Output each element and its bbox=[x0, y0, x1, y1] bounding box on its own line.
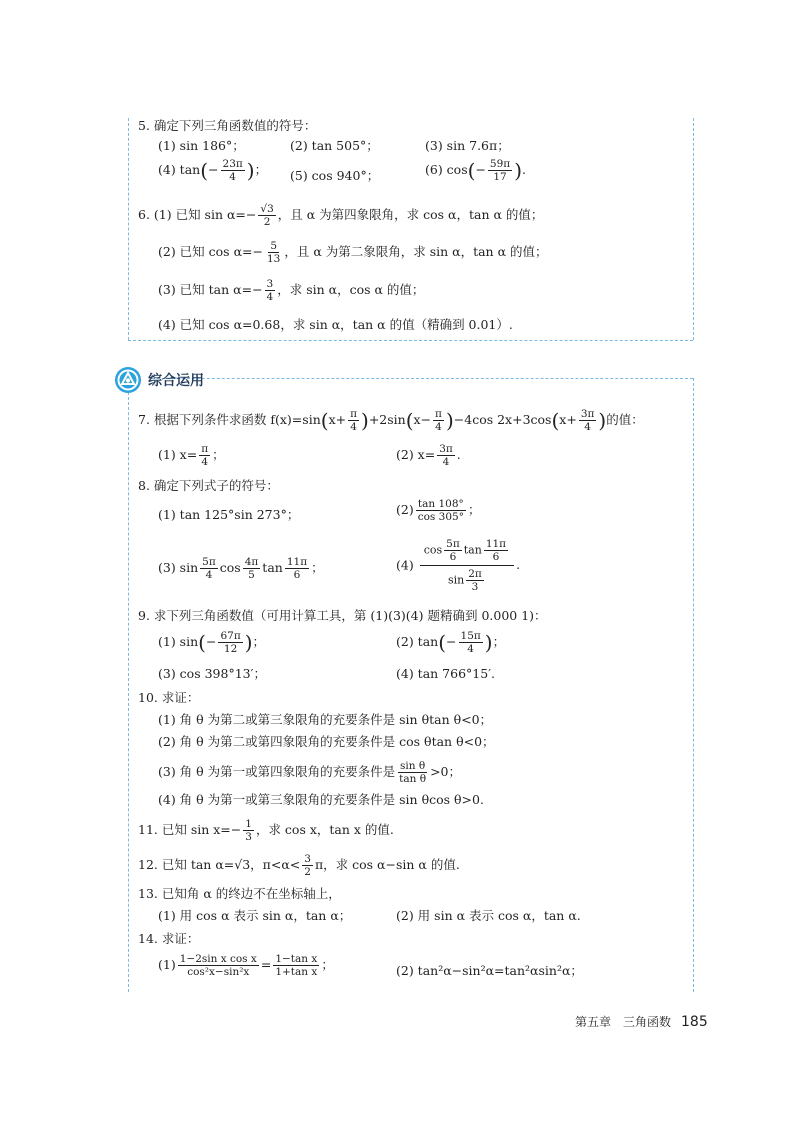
frame-right-section bbox=[693, 378, 694, 992]
numerator: 11π bbox=[286, 556, 308, 568]
item-prefix: (1) sin bbox=[158, 634, 199, 649]
item-suffix: ，且 α 为第四象限角，求 cos α，tan α 的值； bbox=[277, 207, 544, 222]
p7-part-d: x− bbox=[413, 412, 432, 427]
problem-5-heading: 5. 确定下列三角函数值的符号： bbox=[138, 118, 317, 133]
fraction bbox=[243, 818, 254, 843]
compound-fraction bbox=[420, 538, 514, 593]
denominator: 4 bbox=[350, 421, 357, 433]
problem-7-heading bbox=[138, 408, 644, 433]
item-prefix: 12. 已知 tan α=√3，π<α< bbox=[138, 857, 301, 872]
item-prefix: 11. 已知 sin x=− bbox=[138, 822, 242, 837]
problem-11 bbox=[138, 818, 394, 843]
problem-5-item-6: (6) cos(− $\frac{59\pi}{17}$ ). bbox=[425, 158, 526, 183]
problem-9-item-2: (2) tan(− $\frac{15\pi}{4}$ )； bbox=[396, 630, 506, 655]
problem-14-heading: 14. 求证： bbox=[138, 931, 200, 946]
problem-5-item-1: (1) sin 186°； bbox=[158, 138, 245, 153]
item-prefix: (1) bbox=[158, 957, 176, 972]
fraction bbox=[199, 443, 210, 468]
numerator: 3π bbox=[580, 408, 595, 420]
numerator: 11π bbox=[485, 538, 507, 550]
compound-denominator bbox=[446, 566, 488, 593]
sin-label: sin bbox=[447, 573, 465, 587]
item-suffix: ； bbox=[467, 502, 481, 517]
item-suffix: ，求 cos x，tan x 的值. bbox=[255, 822, 394, 837]
numerator: tan 108° bbox=[417, 498, 464, 510]
p7-part-g: 的值： bbox=[606, 412, 644, 427]
cos-label: cos bbox=[219, 560, 241, 575]
numerator: 1−2sin x cos x bbox=[179, 953, 257, 965]
paren-open: ( bbox=[200, 158, 209, 183]
fraction bbox=[416, 498, 466, 523]
item-suffix: . bbox=[516, 557, 521, 572]
item-suffix: ； bbox=[492, 634, 506, 649]
problem-13-heading: 13. 已知角 α 的终边不在坐标轴上， bbox=[138, 886, 341, 901]
fraction bbox=[444, 538, 462, 563]
item-suffix: ，且 α 为第二象限角，求 sin α，tan α 的值； bbox=[284, 244, 548, 259]
fraction bbox=[397, 760, 428, 785]
numerator: π bbox=[435, 408, 442, 420]
frame-right-top bbox=[693, 118, 694, 340]
problem-10-item-3 bbox=[158, 760, 461, 785]
item-suffix: ，求 sin α，cos α 的值； bbox=[277, 282, 425, 297]
fraction bbox=[221, 158, 245, 183]
paren-close: ) bbox=[246, 158, 255, 183]
numerator: 5π bbox=[202, 556, 216, 568]
problem-9-item-4: (4) tan 766°15′. bbox=[396, 666, 496, 681]
numerator: 4π bbox=[244, 556, 259, 568]
fraction bbox=[243, 556, 261, 581]
item-prefix: (2) x= bbox=[396, 447, 436, 462]
denominator: 4 bbox=[584, 421, 591, 433]
problem-13-item-1: (1) 用 cos α 表示 sin α，tan α； bbox=[158, 908, 352, 923]
item-suffix: ； bbox=[212, 447, 225, 462]
item-4-prefix: (4) tan bbox=[158, 162, 201, 177]
paren-close: ) bbox=[445, 408, 454, 433]
numerator: π bbox=[350, 408, 357, 420]
problem-5-item-4: (4) tan(− $\frac{23\pi}{4}$ )； bbox=[158, 158, 268, 183]
chapter-title: 第五章 三角函数 bbox=[575, 1015, 672, 1029]
numerator: 59π bbox=[489, 158, 511, 170]
problem-9-heading: 9. 求下列三角函数值（可用计算工具，第 (1)(3)(4) 题精确到 0.000 1)： bbox=[138, 608, 547, 623]
numerator: 67π bbox=[220, 630, 241, 642]
numerator: 3 bbox=[304, 853, 311, 865]
item-prefix: (2) tan bbox=[396, 634, 439, 649]
item-prefix: 6. (1) 已知 sin α=− bbox=[138, 207, 257, 222]
numerator: √3 bbox=[260, 203, 274, 215]
problem-13-item-2: (2) 用 sin α 表示 cos α，tan α. bbox=[396, 908, 581, 923]
p7-part-f: x+ bbox=[559, 412, 577, 427]
denominator: 5 bbox=[248, 569, 255, 581]
paren-open: ( bbox=[198, 630, 206, 655]
equals-sign: = bbox=[260, 957, 272, 972]
numerator: 1−tan x bbox=[275, 953, 318, 965]
problem-12 bbox=[138, 853, 460, 878]
problem-5-item-2: (2) tan 505°； bbox=[290, 138, 379, 153]
denominator: 17 bbox=[493, 171, 507, 183]
problem-8-item-1: (1) tan 125°sin 273°； bbox=[158, 507, 300, 522]
problem-7-item-1 bbox=[158, 443, 225, 468]
cos-label: cos bbox=[423, 543, 443, 557]
numerator: 5 bbox=[270, 240, 277, 252]
problem-8-item-4 bbox=[396, 538, 520, 593]
paren-open: ( bbox=[467, 158, 476, 183]
fraction bbox=[488, 158, 512, 183]
item-suffix: ； bbox=[311, 560, 324, 575]
fraction bbox=[437, 443, 455, 468]
item-6-suffix: . bbox=[522, 162, 526, 177]
denominator: cos 305° bbox=[417, 511, 464, 523]
denominator: 12 bbox=[223, 643, 238, 655]
denominator: 13 bbox=[266, 253, 281, 265]
problem-8-item-3 bbox=[158, 556, 324, 581]
section-title: 综合运用 bbox=[148, 373, 204, 389]
numerator: 23π bbox=[222, 158, 243, 170]
denominator: 2 bbox=[304, 866, 311, 878]
problem-9-item-1: (1) sin(− $\frac{67\pi}{12}$ )； bbox=[158, 630, 266, 655]
paren-close: ) bbox=[361, 408, 369, 433]
numerator: π bbox=[201, 443, 209, 455]
problem-7-item-2 bbox=[396, 443, 461, 468]
problem-10-item-2: (2) 角 θ 为第二或第四象限角的充要条件是 cos θtan θ<0； bbox=[158, 734, 495, 749]
numerator: 2π bbox=[468, 568, 482, 580]
paren-close: ) bbox=[244, 630, 253, 655]
problem-14-item-2: (2) tan²α−sin²α=tan²αsin²α； bbox=[396, 963, 583, 978]
paren-open: ( bbox=[438, 630, 447, 655]
denominator: 4 bbox=[229, 171, 236, 183]
denominator: 6 bbox=[492, 551, 500, 563]
frame-left-top bbox=[128, 118, 129, 340]
frame-bottom-top bbox=[128, 340, 693, 341]
problem-5-item-3: (3) sin 7.6π； bbox=[425, 138, 510, 153]
fraction bbox=[285, 556, 309, 581]
p7-part-b: x+ bbox=[328, 412, 347, 427]
denominator: 4 bbox=[467, 643, 474, 655]
numerator: sin θ bbox=[400, 760, 426, 772]
fraction bbox=[258, 203, 275, 228]
fraction bbox=[200, 556, 218, 581]
fraction bbox=[273, 953, 319, 978]
item-prefix: (4) bbox=[396, 557, 414, 573]
item-4-suffix: ； bbox=[254, 162, 268, 177]
numerator: 3 bbox=[266, 278, 274, 290]
problem-6-item-4: (4) 已知 cos α=0.68，求 sin α，tan α 的值（精确到 0.01）. bbox=[158, 317, 513, 332]
numerator: 3π bbox=[439, 443, 453, 455]
problem-8-item-2 bbox=[396, 498, 480, 523]
denominator: 3 bbox=[245, 831, 252, 843]
problem-6-item-3 bbox=[158, 278, 424, 303]
item-suffix: π，求 cos α−sin α 的值. bbox=[314, 857, 460, 872]
denominator: 2 bbox=[263, 216, 271, 228]
tan-label: tan bbox=[463, 543, 482, 557]
item-prefix: (2) 已知 cos α=− bbox=[158, 244, 263, 259]
denominator: 3 bbox=[471, 581, 479, 593]
tan-label: tan bbox=[262, 560, 283, 575]
numerator: 15π bbox=[460, 630, 481, 642]
fraction bbox=[302, 853, 313, 878]
page-number: 185 bbox=[681, 1014, 708, 1030]
paren-close: ) bbox=[514, 158, 522, 183]
denominator: 6 bbox=[293, 569, 301, 581]
fraction bbox=[466, 568, 484, 593]
numerator: 5π bbox=[446, 538, 460, 550]
problem-9-item-3: (3) cos 398°13′； bbox=[158, 666, 266, 681]
problem-10-heading: 10. 求证： bbox=[138, 690, 200, 705]
fraction bbox=[265, 278, 276, 303]
denominator: tan θ bbox=[399, 773, 427, 785]
fraction bbox=[433, 408, 444, 433]
problem-10-item-1: (1) 角 θ 为第二或第三象限角的充要条件是 sin θtan θ<0； bbox=[158, 712, 493, 727]
fraction bbox=[265, 240, 282, 265]
paren-close: ) bbox=[598, 408, 607, 433]
denominator: 4 bbox=[435, 421, 442, 433]
page-footer bbox=[575, 1013, 708, 1030]
fraction bbox=[178, 953, 259, 978]
section-badge-icon bbox=[114, 366, 142, 394]
denominator: 4 bbox=[266, 291, 274, 303]
p7-part-a: 7. 根据下列条件求函数 f(x)=sin bbox=[138, 412, 321, 427]
item-prefix: (2) bbox=[396, 502, 414, 517]
item-prefix: (3) 已知 tan α=− bbox=[158, 282, 263, 297]
problem-6-item-1 bbox=[138, 203, 543, 228]
fraction bbox=[459, 630, 483, 655]
p7-part-c: +2sin bbox=[368, 412, 406, 427]
numerator: 1 bbox=[245, 818, 252, 830]
frame-left-section bbox=[128, 392, 129, 992]
fraction bbox=[348, 408, 359, 433]
problem-6-item-2 bbox=[158, 240, 548, 265]
paren-open: ( bbox=[405, 408, 414, 433]
denominator: 6 bbox=[449, 551, 457, 563]
item-prefix: (3) sin bbox=[158, 560, 199, 575]
item-6-prefix: (6) cos bbox=[425, 162, 468, 177]
item-prefix: (3) 角 θ 为第一或第四象限角的充要条件是 bbox=[158, 764, 396, 779]
problem-10-item-4: (4) 角 θ 为第一或第三象限角的充要条件是 sin θcos θ>0. bbox=[158, 792, 484, 807]
problem-8-heading: 8. 确定下列式子的符号： bbox=[138, 478, 279, 493]
denominator: 4 bbox=[442, 456, 450, 468]
item-suffix: . bbox=[456, 447, 461, 462]
item-suffix: ； bbox=[321, 957, 334, 972]
item-suffix: ； bbox=[252, 634, 266, 649]
fraction bbox=[218, 630, 242, 655]
item-prefix: (1) x= bbox=[158, 447, 198, 462]
denominator: 4 bbox=[205, 569, 213, 581]
fraction bbox=[579, 408, 597, 433]
item-suffix: >0； bbox=[430, 764, 461, 779]
fraction bbox=[484, 538, 508, 563]
problem-14-item-1 bbox=[158, 953, 334, 978]
paren-open: ( bbox=[551, 408, 560, 433]
denominator: cos²x−sin²x bbox=[187, 966, 250, 978]
denominator: 1+tan x bbox=[275, 966, 318, 978]
paren-close: ) bbox=[484, 630, 493, 655]
frame-top-section bbox=[152, 378, 693, 379]
denominator: 4 bbox=[201, 456, 208, 468]
p7-part-e: −4cos 2x+3cos bbox=[453, 412, 552, 427]
problem-5-item-5: (5) cos 940°； bbox=[290, 168, 380, 183]
paren-open: ( bbox=[320, 408, 329, 433]
compound-numerator bbox=[420, 538, 514, 566]
